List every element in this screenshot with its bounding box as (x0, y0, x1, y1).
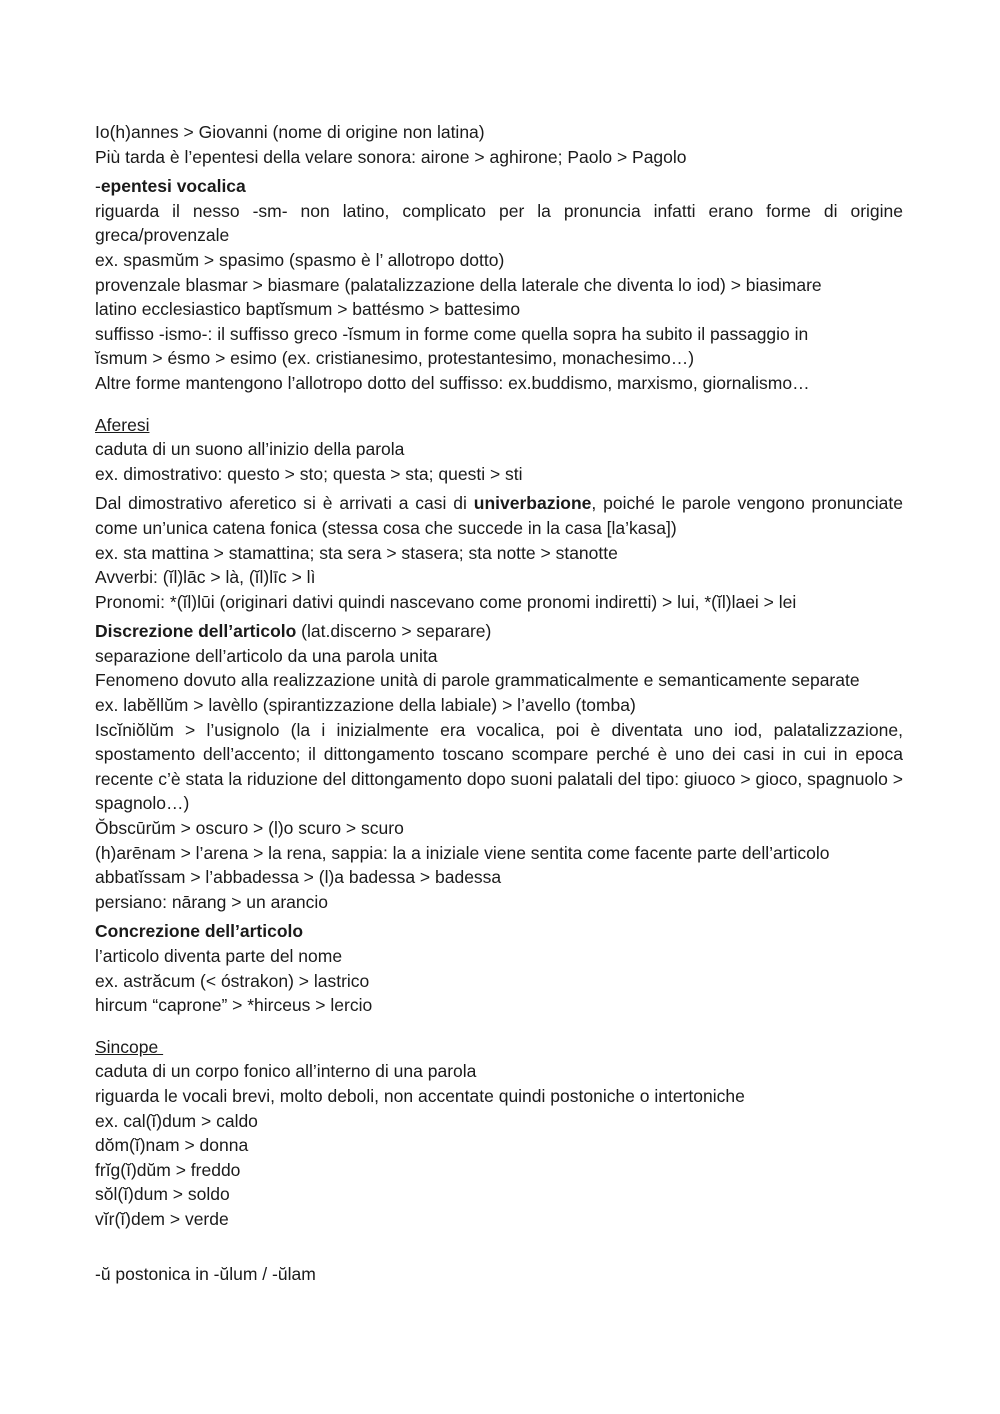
underlined-heading: Aferesi (95, 414, 150, 435)
text-line: (h)arēnam > l’arena > la rena, sappia: la a iniziale viene sentita come facente parte dell’articolo (95, 842, 830, 863)
bold-term: univerbazione (473, 493, 592, 514)
text-line: ex. cal(ĭ)dum > caldo (95, 1110, 258, 1131)
bold-heading: Discrezione dell’articolo (95, 621, 297, 642)
text-line: Pronomi: *(ĭl)lūi (originari dativi quindi nascevano come pronomi indiretti) > lui, *(ĭl)laei > lei (95, 591, 797, 612)
text-line: ex. astrăcum (< óstrakon) > lastrico (95, 970, 370, 991)
text-line: latino ecclesiastico baptĭsmum > battésmo > battesimo (95, 299, 521, 320)
section-heading-sincope (95, 1035, 903, 1060)
text-line: -ŭ postonica in -ŭlum / -ŭlam (95, 1263, 316, 1284)
paragraph: Iscĭniŏlŭm > l’usignolo (la i inizialmente era vocalica, poi è diventata uno iod, palatalizzazione, spostamento dell’accento; il dittongamento toscano scompare perché è uno dei casi in cui in epoca recente c’è stata la riduzione del dittongamento dopo suoni palatali del tipo: giuoco > gioco, spagnuolo > spagnolo…) (95, 719, 903, 814)
text-line: caduta di un suono all’inizio della parola (95, 439, 405, 460)
text-line: hircum “caprone” > *hirceus > lercio (95, 995, 373, 1016)
text-line: ex. sta mattina > stamattina; sta sera > stasera; sta notte > stanotte (95, 542, 618, 563)
text-line: caduta di un corpo fonico all’interno di una parola (95, 1061, 477, 1082)
text-line: Altre forme mantengono l’allotropo dotto del suffisso: ex.buddismo, marxismo, giornalismo… (95, 372, 810, 393)
document-body (95, 120, 903, 1286)
paragraph: riguarda il nesso -sm- non latino, complicato per la pronuncia infatti erano forme di origine greca/provenzale (95, 200, 903, 246)
text-line: separazione dell’articolo da una parola unita (95, 645, 438, 666)
text-line: frĭg(ĭ)dŭm > freddo (95, 1159, 241, 1180)
text-line: dŏm(ĭ)nam > donna (95, 1135, 249, 1156)
text-line: vĭr(ĭ)dem > verde (95, 1208, 229, 1229)
text-line: ĭsmum > ésmo > esimo (ex. cristianesimo, protestantesimo, monachesimo…) (95, 348, 695, 369)
section-heading-discrezione (95, 619, 903, 644)
dash: - (95, 176, 101, 197)
text-span: , poiché le parole vengono pronunciate come un’unica catena fonica (stessa cosa che succede in la casa [la’kasa]) (95, 493, 903, 538)
bold-heading: epentesi vocalica (100, 176, 246, 197)
section-heading-concrezione (95, 919, 903, 944)
text-line: ex. labĕllŭm > lavèllo (spirantizzazione della labiale) > l’avello (tomba) (95, 695, 636, 716)
text-line: suffisso -ismo-: il suffisso greco -ĭsmum in forme come quella sopra ha subito il passaggio in (95, 323, 809, 344)
text-line: provenzale blasmar > biasmare (palatalizzazione della laterale che diventa lo iod) > biasimare (95, 274, 822, 295)
text-line: ex. spasmŭm > spasimo (spasmo è l’ allotropo dotto) (95, 249, 505, 270)
text-line: persiano: nārang > un arancio (95, 891, 329, 912)
paragraph (95, 491, 903, 540)
text-line: Ŏbscūrŭm > oscuro > (l)o scuro > scuro (95, 818, 404, 839)
text-line: abbatĭssam > l’abbadessa > (l)a badessa > badessa (95, 867, 502, 888)
text-line: ex. dimostrativo: questo > sto; questa > sta; questi > sti (95, 463, 523, 484)
text-line: sŏl(ĭ)dum > soldo (95, 1184, 230, 1205)
underlined-heading: Sincope (95, 1036, 164, 1057)
paragraph: Fenomeno dovuto alla realizzazione unità di parole grammaticalmente e semanticamente separate (95, 670, 860, 691)
text-line: Io(h)annes > Giovanni (nome di origine non latina) (95, 122, 485, 142)
text-span: (lat.discerno > separare) (296, 621, 492, 642)
bold-heading: Concrezione dell’articolo (95, 921, 304, 942)
text-span: Dal dimostrativo aferetico si è arrivati a casi di (95, 493, 474, 514)
text-line: Avverbi: (ĭl)lāc > là, (ĭl)līc > lì (95, 567, 316, 588)
section-heading-epentesi (95, 174, 903, 199)
text-line: Più tarda è l’epentesi della velare sonora: airone > aghirone; Paolo > Pagolo (95, 146, 687, 167)
text-line: riguarda le vocali brevi, molto deboli, non accentate quindi postoniche o intertoniche (95, 1085, 745, 1106)
section-heading-aferesi (95, 413, 903, 438)
text-line: l’articolo diventa parte del nome (95, 946, 343, 966)
